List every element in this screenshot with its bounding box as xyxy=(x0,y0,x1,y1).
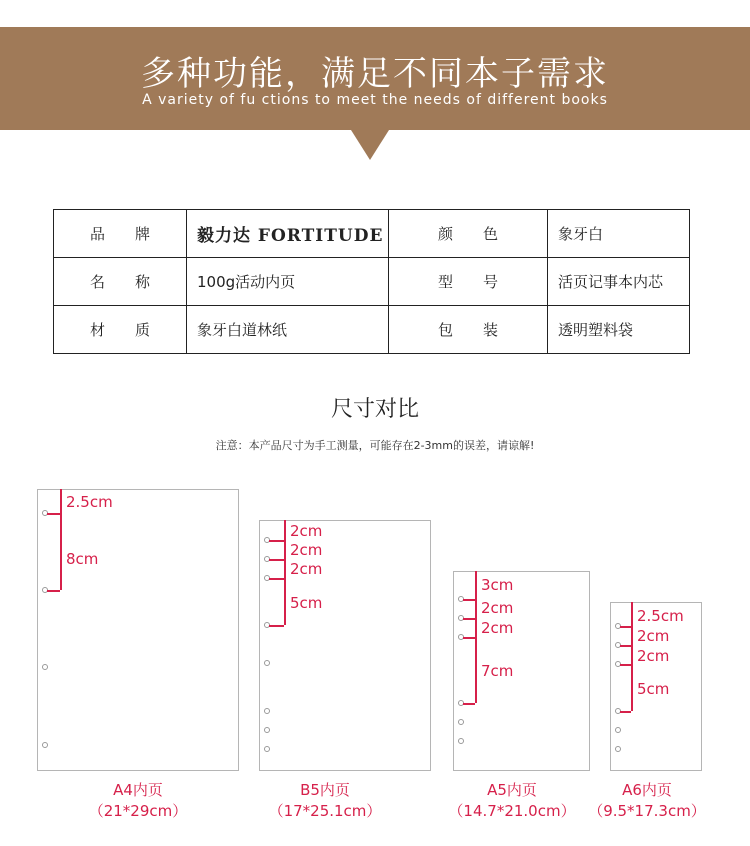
dimension-tick xyxy=(47,513,60,515)
page-size-label: （14.7*21.0cm） xyxy=(448,802,576,820)
dimension-label: 2.5cm xyxy=(66,493,113,511)
banner-title: 多种功能，满足不同本子需求 xyxy=(141,54,609,94)
punch-hole-icon xyxy=(264,660,270,666)
page-size-label: （9.5*17.3cm） xyxy=(588,802,706,820)
banner-subtitle: A variety of fu ctions to meet the needs of different books xyxy=(142,92,608,108)
punch-hole-icon xyxy=(264,708,270,714)
punch-hole-icon xyxy=(42,742,48,748)
punch-hole-icon xyxy=(615,727,621,733)
page-name-label: B5内页 xyxy=(300,781,350,799)
spec-label: 型号 xyxy=(389,258,548,306)
dimension-tick xyxy=(620,645,631,647)
spec-table xyxy=(53,209,690,354)
page-outline xyxy=(453,571,590,771)
dimension-label: 3cm xyxy=(481,576,514,594)
dimension-tick xyxy=(269,540,284,542)
dimension-label: 2cm xyxy=(290,560,323,578)
dimension-label: 5cm xyxy=(290,594,323,612)
banner-pointer-icon xyxy=(351,130,389,160)
dimension-line xyxy=(284,520,286,625)
dimension-label: 2cm xyxy=(481,619,514,637)
dimension-line xyxy=(631,602,633,711)
punch-hole-icon xyxy=(264,746,270,752)
dimension-label: 7cm xyxy=(481,662,514,680)
punch-hole-icon xyxy=(42,664,48,670)
dimension-tick xyxy=(620,664,631,666)
size-section-title: 尺寸对比 xyxy=(330,397,419,422)
measurement-note: 注意：本产品尺寸为手工测量，可能存在2-3mm的误差，请谅解! xyxy=(215,439,535,452)
punch-hole-icon xyxy=(615,746,621,752)
brand-logo-text: 毅力达 FORTITUDE xyxy=(187,210,389,258)
table-row xyxy=(54,306,690,354)
dimension-tick xyxy=(463,637,475,639)
page-name-label: A5内页 xyxy=(487,781,537,799)
dimension-label: 2cm xyxy=(637,627,670,645)
punch-hole-icon xyxy=(458,719,464,725)
dimension-tick xyxy=(47,590,60,592)
spec-value: 透明塑料袋 xyxy=(548,306,690,354)
page-outline xyxy=(37,489,239,771)
spec-label: 材质 xyxy=(54,306,187,354)
spec-label: 包装 xyxy=(389,306,548,354)
dimension-tick xyxy=(269,625,284,627)
punch-hole-icon xyxy=(458,738,464,744)
dimension-tick xyxy=(463,703,475,705)
page-name-label: A6内页 xyxy=(622,781,672,799)
dimension-tick xyxy=(269,578,284,580)
dimension-label: 5cm xyxy=(637,680,670,698)
dimension-label: 2cm xyxy=(290,522,323,540)
page-size-label: （21*29cm） xyxy=(88,802,188,820)
spec-label: 名称 xyxy=(54,258,187,306)
dimension-label: 2.5cm xyxy=(637,607,684,625)
spec-label: 品牌 xyxy=(54,210,187,258)
spec-label: 颜色 xyxy=(389,210,548,258)
punch-hole-icon xyxy=(264,727,270,733)
table-row xyxy=(54,258,690,306)
dimension-tick xyxy=(463,599,475,601)
dimension-line xyxy=(60,489,62,590)
dimension-tick xyxy=(463,618,475,620)
dimension-tick xyxy=(269,559,284,561)
spec-value: 100g活动内页 xyxy=(187,258,389,306)
dimension-tick xyxy=(620,626,631,628)
spec-value: 活页记事本内芯 xyxy=(548,258,690,306)
dimension-label: 8cm xyxy=(66,550,99,568)
spec-value: 象牙白 xyxy=(548,210,690,258)
dimension-label: 2cm xyxy=(637,647,670,665)
dimension-tick xyxy=(620,711,631,713)
dimension-label: 2cm xyxy=(481,599,514,617)
table-row xyxy=(54,210,690,258)
page-name-label: A4内页 xyxy=(113,781,163,799)
page-size-label: （17*25.1cm） xyxy=(268,802,382,820)
dimension-line xyxy=(475,571,477,703)
dimension-label: 2cm xyxy=(290,541,323,559)
spec-value: 象牙白道林纸 xyxy=(187,306,389,354)
